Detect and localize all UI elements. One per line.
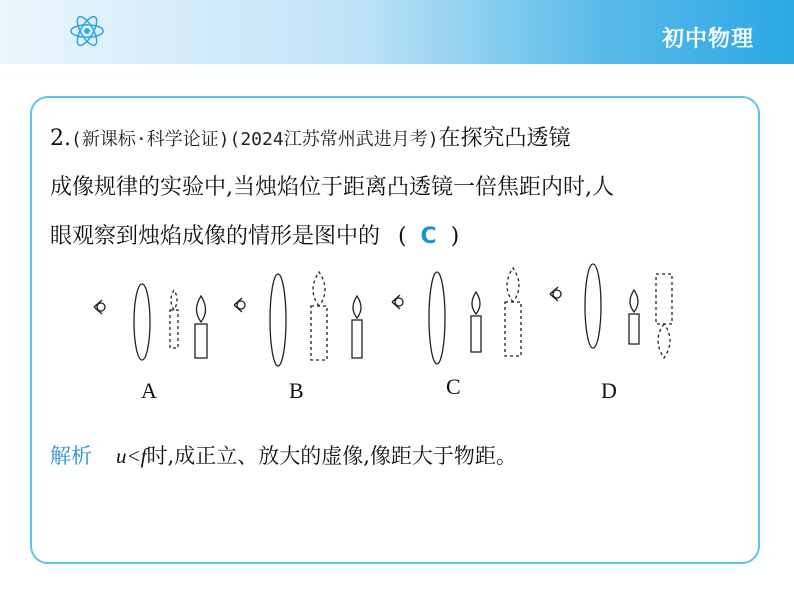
virtual-image (311, 306, 327, 360)
subject-title: 初中物理 (661, 27, 754, 52)
virtual-image (505, 302, 521, 356)
analysis-line (50, 440, 517, 470)
option-label-a: A (141, 378, 157, 403)
candle-flame (197, 296, 206, 322)
question-text-1: 在探究凸透镜 (438, 126, 571, 151)
option-label-d: D (601, 378, 617, 403)
candle (471, 316, 481, 352)
candle-flame (472, 292, 480, 314)
virtual-image (656, 274, 672, 324)
lens-shape (270, 274, 286, 366)
option-label-c: C (446, 374, 461, 399)
eye-icon (392, 295, 403, 309)
eye-icon (550, 287, 561, 301)
eye-icon (234, 298, 245, 312)
eye-icon (94, 300, 105, 314)
lens-shape (429, 272, 445, 364)
answer-value: C (420, 224, 437, 249)
option-a-figure (94, 284, 207, 360)
option-label-b: B (289, 378, 304, 403)
lens-shape (134, 284, 150, 360)
candle-flame (630, 290, 638, 312)
paren-open: ( (398, 224, 407, 249)
option-d-figure (550, 264, 672, 358)
analysis-tag: 解析 (50, 444, 92, 468)
lens-shape (585, 264, 601, 348)
question-line-1 (50, 124, 571, 155)
header-banner (0, 0, 794, 64)
question-line-3 (50, 222, 459, 252)
candle-flame (353, 296, 361, 318)
question-text-3: 眼观察到烛焰成像的情形是图中的 (50, 224, 381, 249)
atom-icon (68, 12, 106, 50)
question-source: (新课标·科学论证)(2024江苏常州武进月考) (71, 129, 439, 150)
question-number: 2. (50, 126, 71, 151)
analysis-text: 时,成正立、放大的虚像,像距大于物距。 (146, 444, 517, 468)
analysis-formula: u<f (116, 444, 147, 468)
virtual-image (170, 310, 178, 348)
option-c-figure (392, 268, 521, 364)
option-b-figure (234, 272, 362, 366)
candle (629, 314, 639, 344)
candle (352, 320, 362, 358)
candle (195, 324, 207, 358)
paren-close: ) (450, 224, 460, 249)
question-line-2: 成像规律的实验中,当烛焰位于距离凸透镜一倍焦距内时,人 (50, 175, 614, 200)
